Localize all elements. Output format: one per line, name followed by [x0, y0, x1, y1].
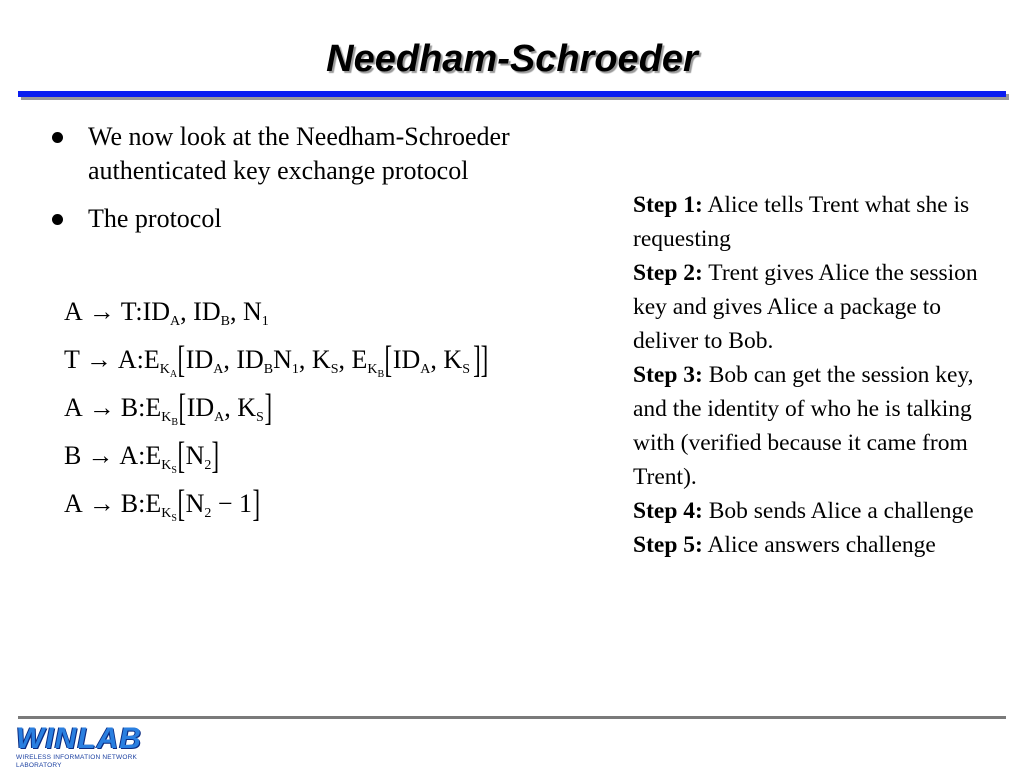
- logo-wordmark: WINLAB: [16, 722, 142, 755]
- bullet-dot-icon: [52, 132, 63, 143]
- right-arrow-icon: →: [88, 297, 115, 326]
- step-label: Step 2:: [633, 260, 703, 286]
- step-text: Trent gives Alice the session key and gives Alice a package to deliver to Bob.: [633, 260, 978, 354]
- step-label: Step 5:: [633, 532, 703, 558]
- bullet-item: [52, 120, 612, 188]
- bullet-list: [52, 120, 612, 250]
- bullet-text: We now look at the Needham-Schroeder authenticated key exchange protocol: [88, 122, 510, 185]
- bullet-text: The protocol: [88, 204, 222, 233]
- footer-divider: [18, 716, 1006, 719]
- step-label: Step 3:: [633, 362, 703, 388]
- logo-subtitle: WIRELESS INFORMATION NETWORK LABORATORY: [16, 754, 138, 769]
- equation-step-4: $B \to A:E_{K_S}[N_2]$: [64, 435, 220, 477]
- step-2: [633, 256, 983, 358]
- step-text: Alice answers challenge: [702, 532, 936, 558]
- step-5: [633, 528, 983, 562]
- step-text: Bob can get the session key, and the identity of who he is talking with (verified because it came from Trent).: [633, 362, 974, 490]
- step-text: Bob sends Alice a challenge: [702, 498, 974, 524]
- title-underline: [18, 91, 1006, 97]
- step-label: Step 1:: [633, 192, 703, 218]
- right-arrow-icon: →: [88, 393, 115, 422]
- step-3: [633, 358, 983, 494]
- bullet-item: [52, 202, 612, 236]
- equation-step-5: $A \to B:E_{K_S}[N_2 - 1]$: [64, 483, 261, 525]
- right-arrow-icon: →: [87, 441, 114, 470]
- step-text: Alice tells Trent what she is requesting: [633, 192, 970, 252]
- equation-step-2: $T \to A:E_{K_A}[ID_A$, $ID_BN_1$, $K_S$, $E_{K_B}[ID_A$, $K_S$]]: [64, 339, 489, 381]
- protocol-equations: [64, 288, 491, 528]
- right-arrow-icon: →: [85, 345, 112, 374]
- step-1: [633, 188, 983, 256]
- slide-title: Needham-Schroeder: [326, 38, 698, 80]
- step-descriptions: [633, 188, 983, 562]
- winlab-logo: [16, 722, 168, 769]
- step-label: Step 4:: [633, 498, 703, 524]
- step-4: [633, 494, 983, 528]
- right-arrow-icon: →: [88, 489, 115, 518]
- equation-step-1: $A \to T:ID_A$, $ID_B$, $N_1$: [64, 297, 269, 329]
- bullet-dot-icon: [52, 214, 63, 225]
- equation-step-3: $A \to B:E_{K_B}[ID_A$, $K_S$]: [64, 387, 272, 429]
